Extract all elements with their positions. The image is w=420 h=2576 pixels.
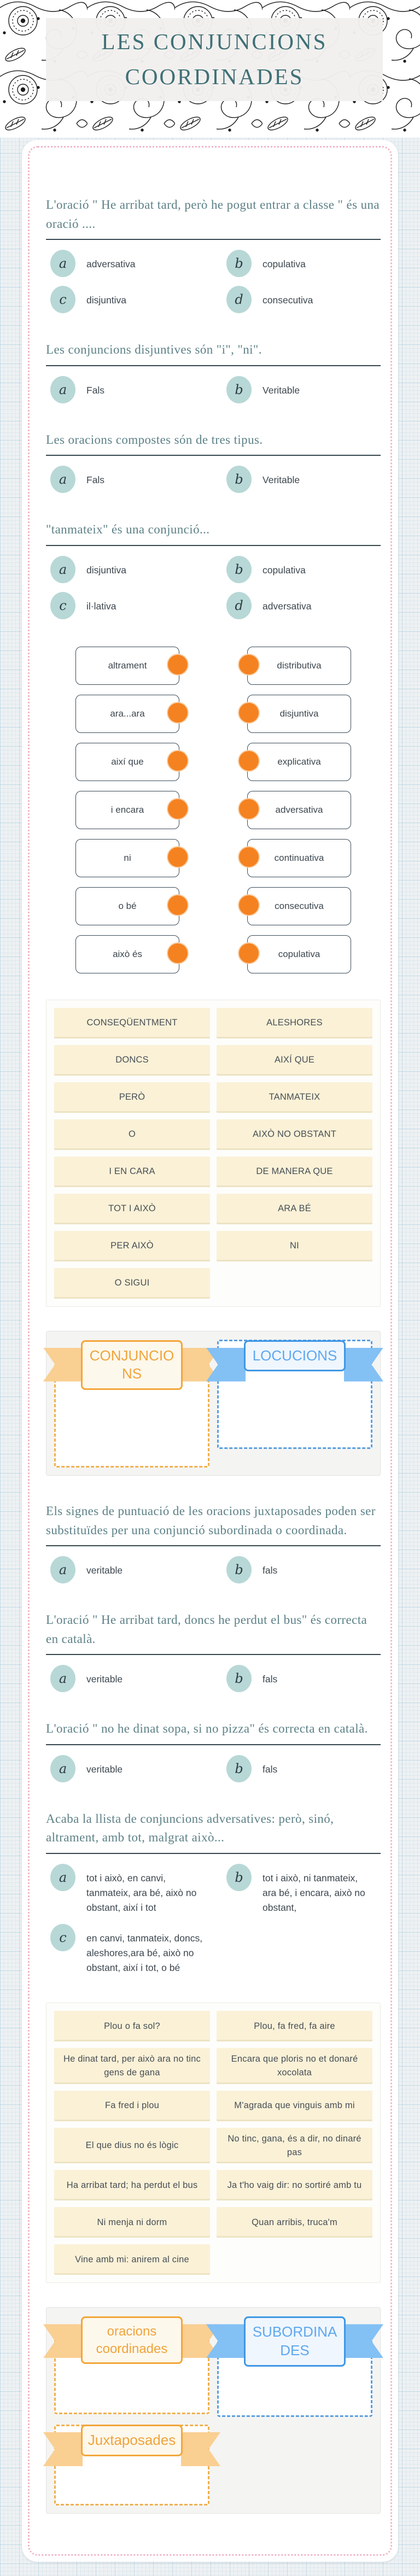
connector-dot-icon[interactable]	[167, 702, 189, 724]
option-label: il·lativa	[86, 600, 116, 612]
match-left-label: ara...ara	[110, 708, 145, 719]
group-sort-panel-2	[46, 2307, 381, 2513]
option-label: en canvi, tanmateix, doncs, aleshores,ara bé, això no obstant, així i tot, o bé	[86, 1932, 203, 1974]
match-right-label: copulativa	[278, 948, 320, 959]
options-grid	[50, 1864, 381, 1976]
answer-option[interactable]	[50, 250, 226, 277]
match-right-card[interactable]	[247, 647, 351, 685]
option-letter-badge[interactable]: a	[50, 466, 75, 493]
option-letter-badge[interactable]: d	[226, 592, 252, 619]
match-right-label: explicativa	[277, 756, 321, 767]
ribbon-wing-icon	[43, 1348, 83, 1382]
option-label: copulativa	[262, 564, 306, 576]
option-letter-badge[interactable]: b	[226, 250, 252, 277]
answer-option[interactable]	[50, 1665, 226, 1692]
answer-option[interactable]	[226, 1864, 381, 1915]
option-letter-badge[interactable]: c	[50, 1924, 75, 1951]
word-card[interactable]: TANMATEIX	[217, 1082, 372, 1113]
sort-group-coordinades	[54, 2316, 209, 2417]
divider	[46, 1744, 381, 1745]
match-right-label: adversativa	[275, 804, 323, 815]
answer-option[interactable]	[50, 286, 226, 313]
word-card[interactable]: PERÒ	[54, 1082, 210, 1113]
sort-group-subordinades	[217, 2316, 372, 2417]
option-letter-badge[interactable]: a	[50, 376, 75, 403]
sentence-card[interactable]: Encara que ploris no et donaré xocolata	[217, 2048, 372, 2084]
ribbon-wing-icon	[344, 2324, 383, 2358]
divider	[46, 1654, 381, 1655]
connector-dot-icon[interactable]	[167, 750, 189, 772]
option-label: consecutiva	[262, 295, 313, 306]
options-grid	[50, 1755, 381, 1782]
divider	[46, 239, 381, 240]
option-label: Fals	[86, 474, 105, 485]
connector-dot-icon[interactable]	[238, 798, 260, 820]
match-right-label: distributiva	[277, 660, 322, 671]
page-title-line1: LES CONJUNCIONS	[101, 29, 328, 55]
group-label: Juxtaposades	[81, 2425, 183, 2456]
question-block-4	[46, 520, 381, 619]
ribbon-wing-icon	[206, 2324, 246, 2358]
word-card[interactable]: AIXÒ NO OBSTANT	[217, 1119, 372, 1150]
option-label: disjuntiva	[86, 295, 126, 306]
match-right-label: consecutiva	[275, 900, 324, 911]
option-letter-badge[interactable]: a	[50, 556, 75, 583]
divider	[46, 545, 381, 546]
group-label: SUBORDINADES	[244, 2316, 346, 2367]
match-left-label: altrament	[108, 660, 147, 671]
match-left-card[interactable]	[75, 839, 179, 877]
match-left-label: això és	[113, 948, 142, 959]
worksheet-card	[22, 140, 398, 2562]
question-heading: Els signes de puntuació de les oracions juxtaposades poden ser substituïdes per una conjunció subordinada o coordinada.	[46, 1504, 376, 1537]
option-label: copulativa	[262, 259, 306, 269]
answer-option[interactable]	[226, 556, 381, 583]
group-label: oracions coordinades	[81, 2316, 183, 2363]
answer-option[interactable]	[50, 376, 226, 403]
sentence-bank	[46, 2003, 381, 2283]
title-box	[46, 18, 383, 101]
match-left-card[interactable]	[75, 695, 179, 733]
group-label: CONJUNCIONS	[81, 1340, 183, 1390]
option-letter-badge[interactable]: a	[50, 1665, 75, 1692]
question-block-5	[46, 1502, 381, 1583]
question-heading: Les oracions compostes són de tres tipus.	[46, 432, 263, 447]
header-banner	[0, 0, 420, 138]
option-label: fals	[262, 1565, 278, 1576]
answer-option[interactable]	[226, 1556, 381, 1583]
option-letter-badge[interactable]: a	[50, 1864, 75, 1891]
option-label: veritable	[86, 1565, 123, 1576]
word-card[interactable]: ARA BÉ	[217, 1194, 372, 1224]
connector-dot-icon[interactable]	[238, 654, 260, 676]
word-card[interactable]: PER AIXÒ	[54, 1231, 210, 1261]
divider	[46, 1545, 381, 1546]
sentence-card[interactable]: Plou o fa sol?	[54, 2011, 210, 2041]
word-card[interactable]: O	[54, 1119, 210, 1150]
option-letter-badge[interactable]: b	[226, 1755, 252, 1782]
question-heading: L'oració " no he dinat sopa, si no pizza" és correcta en català.	[46, 1722, 368, 1736]
ribbon-wing-icon	[43, 2324, 83, 2358]
option-letter-badge[interactable]: c	[50, 592, 75, 619]
match-row	[46, 839, 381, 877]
group-sort-panel-1	[46, 1331, 381, 1476]
connector-dot-icon[interactable]	[238, 942, 260, 964]
word-card[interactable]: O SIGUI	[54, 1268, 210, 1299]
option-letter-badge[interactable]: b	[226, 1665, 252, 1692]
answer-option[interactable]	[226, 592, 381, 619]
connector-dot-icon[interactable]	[167, 894, 189, 916]
option-label: Veritable	[262, 384, 300, 396]
connector-dot-icon[interactable]	[238, 894, 260, 916]
match-left-label: o bé	[118, 900, 137, 911]
match-row	[46, 695, 381, 733]
sentence-card[interactable]: Plou, fa fred, fa aire	[217, 2011, 372, 2041]
options-grid	[50, 376, 381, 403]
match-right-label: continuativa	[274, 852, 324, 863]
option-letter-badge[interactable]: d	[226, 286, 252, 313]
question-heading: L'oració " He arribat tard, però he pogut entrar a classe " és una oració ....	[46, 198, 380, 231]
answer-option[interactable]	[50, 1924, 226, 1975]
match-right-card[interactable]	[247, 839, 351, 877]
question-block-3	[46, 431, 381, 494]
match-row	[46, 935, 381, 973]
match-right-card[interactable]	[247, 791, 351, 829]
match-left-label: i encara	[110, 804, 144, 815]
answer-option[interactable]	[226, 250, 381, 277]
answer-option[interactable]	[226, 376, 381, 403]
option-letter-badge[interactable]: b	[226, 466, 252, 493]
group-label: LOCUCIONS	[244, 1340, 346, 1372]
match-left-card[interactable]	[75, 887, 179, 925]
answer-option[interactable]	[50, 1755, 226, 1782]
question-heading: "tanmateix" és una conjunció...	[46, 523, 210, 536]
match-left-card[interactable]	[75, 743, 179, 781]
word-card[interactable]: CONSEQÜENTMENT	[54, 1008, 210, 1038]
options-grid	[50, 466, 381, 493]
sentence-card[interactable]: Vine amb mi: anirem al cine	[54, 2244, 210, 2275]
sentence-card[interactable]: Quan arribis, truca'm	[217, 2207, 372, 2238]
option-letter-badge[interactable]: b	[226, 1864, 252, 1891]
ribbon-wing-icon	[181, 2432, 220, 2466]
option-letter-badge[interactable]: a	[50, 250, 75, 277]
answer-option[interactable]	[226, 466, 381, 493]
answer-option[interactable]	[50, 556, 226, 583]
match-left-label: així que	[111, 756, 144, 767]
sentence-card[interactable]: Fa fred i plou	[54, 2091, 210, 2121]
divider	[46, 1853, 381, 1854]
word-card[interactable]: DONCS	[54, 1045, 210, 1076]
sentence-card[interactable]: M'agrada que vinguis amb mi	[217, 2091, 372, 2121]
word-card[interactable]: DE MANERA QUE	[217, 1157, 372, 1187]
connector-dot-icon[interactable]	[238, 846, 260, 868]
ribbon-banner	[54, 2425, 209, 2456]
sentence-card[interactable]: El que dius no és lògic	[54, 2128, 210, 2164]
word-card[interactable]: TOT I AIXÒ	[54, 1194, 210, 1224]
question-block-2	[46, 341, 381, 403]
ribbon-banner	[217, 1340, 372, 1372]
match-row	[46, 791, 381, 829]
option-label: tot i això, en canvi, tanmateix, ara bé, això no obstant, així i tot	[86, 1872, 197, 1913]
match-row	[46, 887, 381, 925]
answer-option[interactable]	[226, 1755, 381, 1782]
answer-option[interactable]	[50, 1864, 226, 1915]
divider	[46, 455, 381, 456]
option-letter-badge[interactable]: c	[50, 286, 75, 313]
word-card[interactable]: NI	[217, 1231, 372, 1261]
word-card[interactable]: AIXÍ QUE	[217, 1045, 372, 1076]
option-label: veritable	[86, 1674, 123, 1685]
match-row	[46, 743, 381, 781]
question-block-8	[46, 1810, 381, 1976]
match-right-card[interactable]	[247, 887, 351, 925]
match-right-card[interactable]	[247, 743, 351, 781]
match-right-card[interactable]	[247, 695, 351, 733]
question-heading: Les conjuncions disjuntives són "i", "ni".	[46, 343, 262, 356]
word-card[interactable]: I EN CARA	[54, 1157, 210, 1187]
answer-option[interactable]	[226, 1665, 381, 1692]
ribbon-wing-icon	[43, 2432, 83, 2466]
option-letter-badge[interactable]: a	[50, 1755, 75, 1782]
answer-option[interactable]	[226, 286, 381, 313]
match-section	[46, 647, 381, 973]
question-heading: Acaba la llista de conjuncions adversatives: però, sinó, altrament, amb tot, malgrat això...	[46, 1811, 334, 1845]
sort-group-locucions	[217, 1340, 372, 1468]
sentence-card[interactable]: No tinc, gana, és a dir, no dinaré pas	[217, 2128, 372, 2164]
match-right-label: disjuntiva	[279, 708, 319, 719]
match-right-card[interactable]	[247, 935, 351, 973]
option-label: adversativa	[86, 259, 136, 269]
divider	[46, 365, 381, 366]
ribbon-banner	[217, 2316, 372, 2367]
match-left-card[interactable]	[75, 935, 179, 973]
ribbon-wing-icon	[344, 1348, 383, 1382]
connector-dot-icon[interactable]	[167, 654, 189, 676]
option-label: veritable	[86, 1763, 123, 1775]
option-label: tot i això, ni tanmateix, ara bé, i encara, això no obstant,	[262, 1872, 365, 1913]
option-label: fals	[262, 1674, 278, 1685]
word-card[interactable]: ALESHORES	[217, 1008, 372, 1038]
options-grid	[50, 250, 381, 313]
connector-dot-icon[interactable]	[167, 942, 189, 964]
question-block-7	[46, 1720, 381, 1782]
page-title-line2: COORDINADES	[125, 64, 304, 89]
connector-dot-icon[interactable]	[167, 846, 189, 868]
option-label: disjuntiva	[86, 564, 126, 576]
options-grid	[50, 556, 381, 619]
option-label: fals	[262, 1763, 278, 1775]
sentence-card[interactable]: Ha arribat tard; ha perdut el bus	[54, 2170, 210, 2201]
answer-option[interactable]	[50, 466, 226, 493]
question-block-6	[46, 1611, 381, 1692]
option-letter-badge[interactable]: b	[226, 376, 252, 403]
match-row	[46, 647, 381, 685]
sentence-card[interactable]: Ja t'ho vaig dir: no sortiré amb tu	[217, 2170, 372, 2201]
option-label: Fals	[86, 384, 105, 396]
word-bank-conjunctions	[46, 1000, 381, 1307]
sort-group-conjuncions	[54, 1340, 209, 1468]
answer-option[interactable]	[50, 1556, 226, 1583]
sentence-card[interactable]: Ni menja ni dorm	[54, 2207, 210, 2238]
options-grid	[50, 1665, 381, 1692]
connector-dot-icon[interactable]	[238, 702, 260, 724]
worksheet-content	[37, 196, 383, 2514]
connector-dot-icon[interactable]	[238, 750, 260, 772]
options-grid	[50, 1556, 381, 1583]
option-label: Veritable	[262, 474, 300, 485]
match-left-label: ni	[124, 852, 131, 863]
match-left-card[interactable]	[75, 791, 179, 829]
option-letter-badge[interactable]: a	[50, 1556, 75, 1583]
connector-dot-icon[interactable]	[167, 798, 189, 820]
answer-option[interactable]	[50, 592, 226, 619]
match-left-card[interactable]	[75, 647, 179, 685]
ribbon-banner	[54, 1340, 209, 1390]
ribbon-wing-icon	[206, 1348, 246, 1382]
question-block-1	[46, 196, 381, 313]
sort-group-juxtaposades	[54, 2425, 209, 2505]
question-heading: L'oració " He arribat tard, doncs he perdut el bus" és correcta en català.	[46, 1613, 368, 1646]
option-label: adversativa	[262, 600, 312, 612]
option-letter-badge[interactable]: b	[226, 556, 252, 583]
sentence-card[interactable]: He dinat tard, per això ara no tinc gens de gana	[54, 2048, 210, 2084]
option-letter-badge[interactable]: b	[226, 1556, 252, 1583]
ribbon-banner	[54, 2316, 209, 2363]
